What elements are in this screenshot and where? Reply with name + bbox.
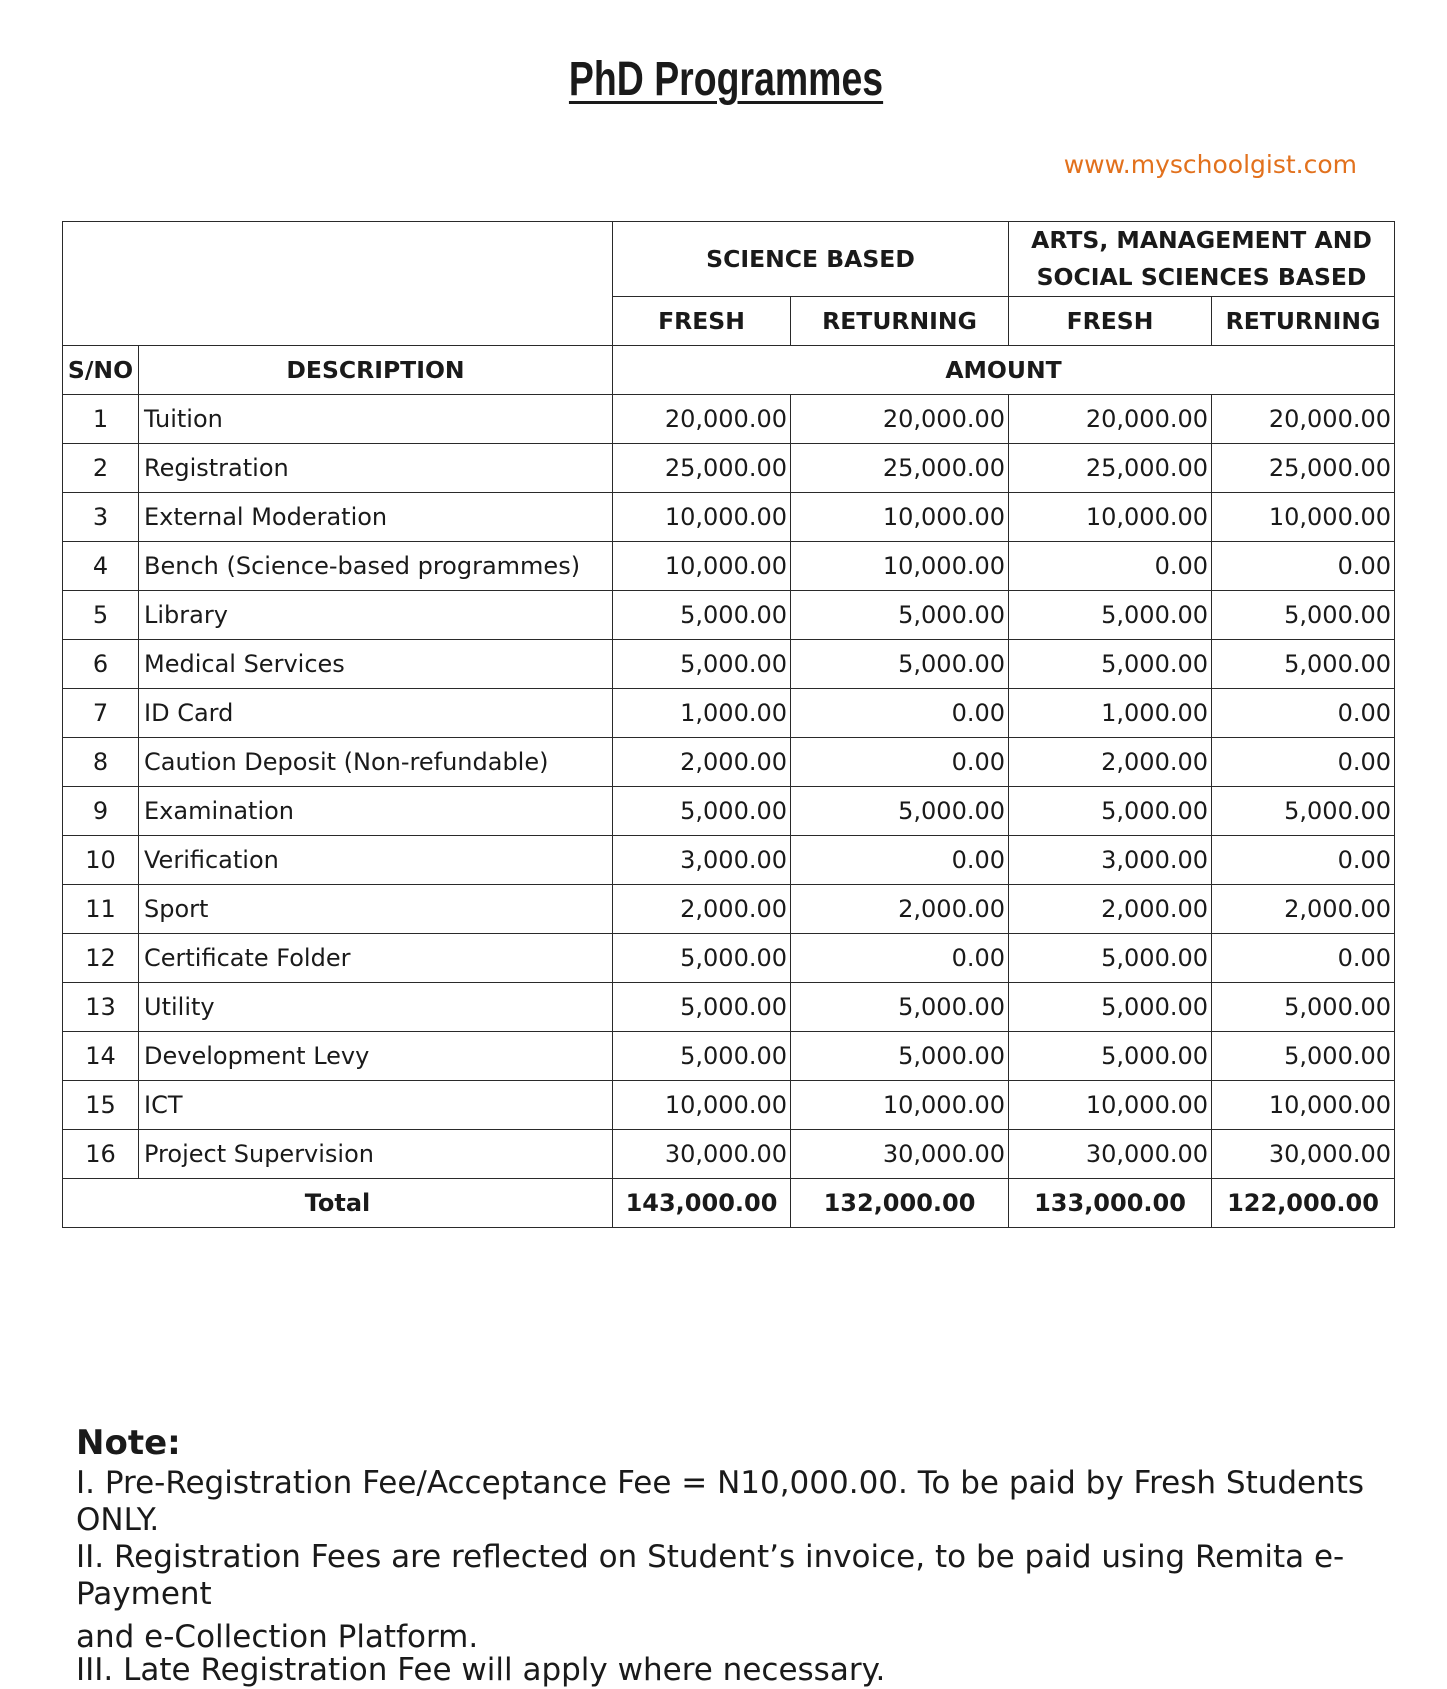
- science-fresh-amount: 5,000.00: [613, 934, 791, 983]
- arts-header-line2: SOCIAL SCIENCES BASED: [1036, 263, 1367, 291]
- fees-table: [62, 221, 1395, 1228]
- science-returning-amount: 5,000.00: [791, 787, 1009, 836]
- arts-fresh-amount: 2,000.00: [1009, 738, 1212, 787]
- science-returning-amount: 5,000.00: [791, 983, 1009, 1032]
- row-description: Library: [139, 591, 613, 640]
- sno-header: S/NO: [63, 346, 139, 395]
- table-row: [63, 836, 1395, 885]
- science-fresh-amount: 3,000.00: [613, 836, 791, 885]
- arts-fresh-amount: 30,000.00: [1009, 1130, 1212, 1179]
- arts-returning-amount: 2,000.00: [1212, 885, 1395, 934]
- note-line-2: II. Registration Fees are reflected on Student’s invoice, to be paid using Remita e-Payment: [76, 1539, 1345, 1612]
- row-sno: 15: [63, 1081, 139, 1130]
- table-row: [63, 787, 1395, 836]
- note-heading: Note:: [76, 1423, 181, 1463]
- row-sno: 16: [63, 1130, 139, 1179]
- arts-fresh-amount: 5,000.00: [1009, 983, 1212, 1032]
- table-row: [63, 934, 1395, 983]
- arts-returning-amount: 0.00: [1212, 542, 1395, 591]
- science-returning-amount: 10,000.00: [791, 1081, 1009, 1130]
- table-row: [63, 983, 1395, 1032]
- science-fresh-amount: 1,000.00: [613, 689, 791, 738]
- row-sno: 1: [63, 395, 139, 444]
- science-fresh-amount: 5,000.00: [613, 640, 791, 689]
- science-returning-amount: 2,000.00: [791, 885, 1009, 934]
- table-row: [63, 1032, 1395, 1081]
- table-row: [63, 1130, 1395, 1179]
- table-row: [63, 542, 1395, 591]
- arts-fresh-amount: 5,000.00: [1009, 787, 1212, 836]
- arts-fresh-amount: 5,000.00: [1009, 640, 1212, 689]
- science-returning-amount: 10,000.00: [791, 493, 1009, 542]
- row-sno: 14: [63, 1032, 139, 1081]
- total-row: [63, 1179, 1395, 1228]
- website-link: www.myschoolgist.com: [1063, 150, 1357, 179]
- row-sno: 4: [63, 542, 139, 591]
- science-returning-amount: 0.00: [791, 836, 1009, 885]
- row-description: ID Card: [139, 689, 613, 738]
- row-sno: 10: [63, 836, 139, 885]
- row-description: External Moderation: [139, 493, 613, 542]
- arts-fresh-amount: 1,000.00: [1009, 689, 1212, 738]
- arts-returning-amount: 10,000.00: [1212, 493, 1395, 542]
- total-arts-fresh: 133,000.00: [1009, 1179, 1212, 1228]
- total-science-returning: 132,000.00: [791, 1179, 1009, 1228]
- note-line-3: III. Late Registration Fee will apply where necessary.: [76, 1652, 886, 1688]
- arts-fresh-amount: 10,000.00: [1009, 1081, 1212, 1130]
- arts-returning-header: RETURNING: [1212, 297, 1395, 346]
- science-returning-amount: 0.00: [791, 689, 1009, 738]
- row-sno: 13: [63, 983, 139, 1032]
- row-description: Tuition: [139, 395, 613, 444]
- arts-returning-amount: 30,000.00: [1212, 1130, 1395, 1179]
- arts-returning-amount: 20,000.00: [1212, 395, 1395, 444]
- row-sno: 8: [63, 738, 139, 787]
- arts-fresh-amount: 5,000.00: [1009, 591, 1212, 640]
- row-sno: 7: [63, 689, 139, 738]
- science-fresh-amount: 10,000.00: [613, 493, 791, 542]
- arts-returning-amount: 0.00: [1212, 836, 1395, 885]
- row-description: Sport: [139, 885, 613, 934]
- arts-returning-amount: 0.00: [1212, 738, 1395, 787]
- note-line-1: I. Pre-Registration Fee/Acceptance Fee = N10,000.00. To be paid by Fresh Students ONLY.: [76, 1465, 1365, 1538]
- science-returning-amount: 25,000.00: [791, 444, 1009, 493]
- row-description: Certificate Folder: [139, 934, 613, 983]
- page-title-text: PhD Programmes: [568, 53, 884, 106]
- row-sno: 5: [63, 591, 139, 640]
- arts-fresh-header: FRESH: [1009, 297, 1212, 346]
- arts-fresh-amount: 2,000.00: [1009, 885, 1212, 934]
- science-returning-amount: 0.00: [791, 738, 1009, 787]
- row-sno: 11: [63, 885, 139, 934]
- table-row: [63, 444, 1395, 493]
- arts-fresh-amount: 0.00: [1009, 542, 1212, 591]
- arts-returning-amount: 5,000.00: [1212, 591, 1395, 640]
- amount-header: AMOUNT: [613, 346, 1395, 395]
- arts-fresh-amount: 5,000.00: [1009, 934, 1212, 983]
- row-sno: 3: [63, 493, 139, 542]
- science-returning-amount: 10,000.00: [791, 542, 1009, 591]
- row-description: Examination: [139, 787, 613, 836]
- arts-fresh-amount: 3,000.00: [1009, 836, 1212, 885]
- row-description: Development Levy: [139, 1032, 613, 1081]
- row-description: Caution Deposit (Non-refundable): [139, 738, 613, 787]
- arts-returning-amount: 5,000.00: [1212, 787, 1395, 836]
- arts-returning-amount: 0.00: [1212, 934, 1395, 983]
- group-header-row: [63, 222, 1395, 297]
- arts-fresh-amount: 25,000.00: [1009, 444, 1212, 493]
- science-returning-amount: 5,000.00: [791, 1032, 1009, 1081]
- science-fresh-amount: 25,000.00: [613, 444, 791, 493]
- science-fresh-amount: 5,000.00: [613, 787, 791, 836]
- row-sno: 6: [63, 640, 139, 689]
- arts-fresh-amount: 5,000.00: [1009, 1032, 1212, 1081]
- science-fresh-amount: 10,000.00: [613, 1081, 791, 1130]
- table-row: [63, 395, 1395, 444]
- total-arts-returning: 122,000.00: [1212, 1179, 1395, 1228]
- table-row: [63, 885, 1395, 934]
- table-row: [63, 1081, 1395, 1130]
- row-description: Bench (Science-based programmes): [139, 542, 613, 591]
- science-fresh-amount: 10,000.00: [613, 542, 791, 591]
- row-description: Utility: [139, 983, 613, 1032]
- science-fresh-amount: 30,000.00: [613, 1130, 791, 1179]
- science-returning-amount: 5,000.00: [791, 591, 1009, 640]
- science-fresh-amount: 5,000.00: [613, 591, 791, 640]
- table-row: [63, 493, 1395, 542]
- arts-based-header: [1009, 222, 1395, 297]
- science-fresh-amount: 20,000.00: [613, 395, 791, 444]
- arts-fresh-amount: 10,000.00: [1009, 493, 1212, 542]
- science-fresh-amount: 2,000.00: [613, 885, 791, 934]
- description-header: DESCRIPTION: [139, 346, 613, 395]
- row-description: Verification: [139, 836, 613, 885]
- arts-returning-amount: 25,000.00: [1212, 444, 1395, 493]
- science-returning-amount: 30,000.00: [791, 1130, 1009, 1179]
- page-title: [162, 52, 1291, 107]
- science-fresh-amount: 5,000.00: [613, 983, 791, 1032]
- row-description: Project Supervision: [139, 1130, 613, 1179]
- column-header-row: [63, 346, 1395, 395]
- arts-header-line1: ARTS, MANAGEMENT AND: [1031, 226, 1372, 254]
- arts-returning-amount: 10,000.00: [1212, 1081, 1395, 1130]
- row-description: Registration: [139, 444, 613, 493]
- table-row: [63, 640, 1395, 689]
- row-sno: 2: [63, 444, 139, 493]
- table-row: [63, 689, 1395, 738]
- science-fresh-header: FRESH: [613, 297, 791, 346]
- arts-returning-amount: 5,000.00: [1212, 1032, 1395, 1081]
- row-description: ICT: [139, 1081, 613, 1130]
- arts-returning-amount: 0.00: [1212, 689, 1395, 738]
- science-returning-header: RETURNING: [791, 297, 1009, 346]
- arts-returning-amount: 5,000.00: [1212, 983, 1395, 1032]
- science-fresh-amount: 2,000.00: [613, 738, 791, 787]
- total-label: Total: [63, 1179, 613, 1228]
- science-returning-amount: 0.00: [791, 934, 1009, 983]
- science-returning-amount: 20,000.00: [791, 395, 1009, 444]
- note-section: [76, 1425, 1447, 1689]
- arts-fresh-amount: 20,000.00: [1009, 395, 1212, 444]
- row-sno: 9: [63, 787, 139, 836]
- note-line-2-continued: and e-Collection Platform.: [76, 1619, 479, 1655]
- science-based-header: SCIENCE BASED: [613, 222, 1009, 297]
- table-row: [63, 738, 1395, 787]
- table-row: [63, 591, 1395, 640]
- blank-header-cell: [63, 222, 613, 346]
- science-returning-amount: 5,000.00: [791, 640, 1009, 689]
- arts-returning-amount: 5,000.00: [1212, 640, 1395, 689]
- total-science-fresh: 143,000.00: [613, 1179, 791, 1228]
- row-sno: 12: [63, 934, 139, 983]
- science-fresh-amount: 5,000.00: [613, 1032, 791, 1081]
- row-description: Medical Services: [139, 640, 613, 689]
